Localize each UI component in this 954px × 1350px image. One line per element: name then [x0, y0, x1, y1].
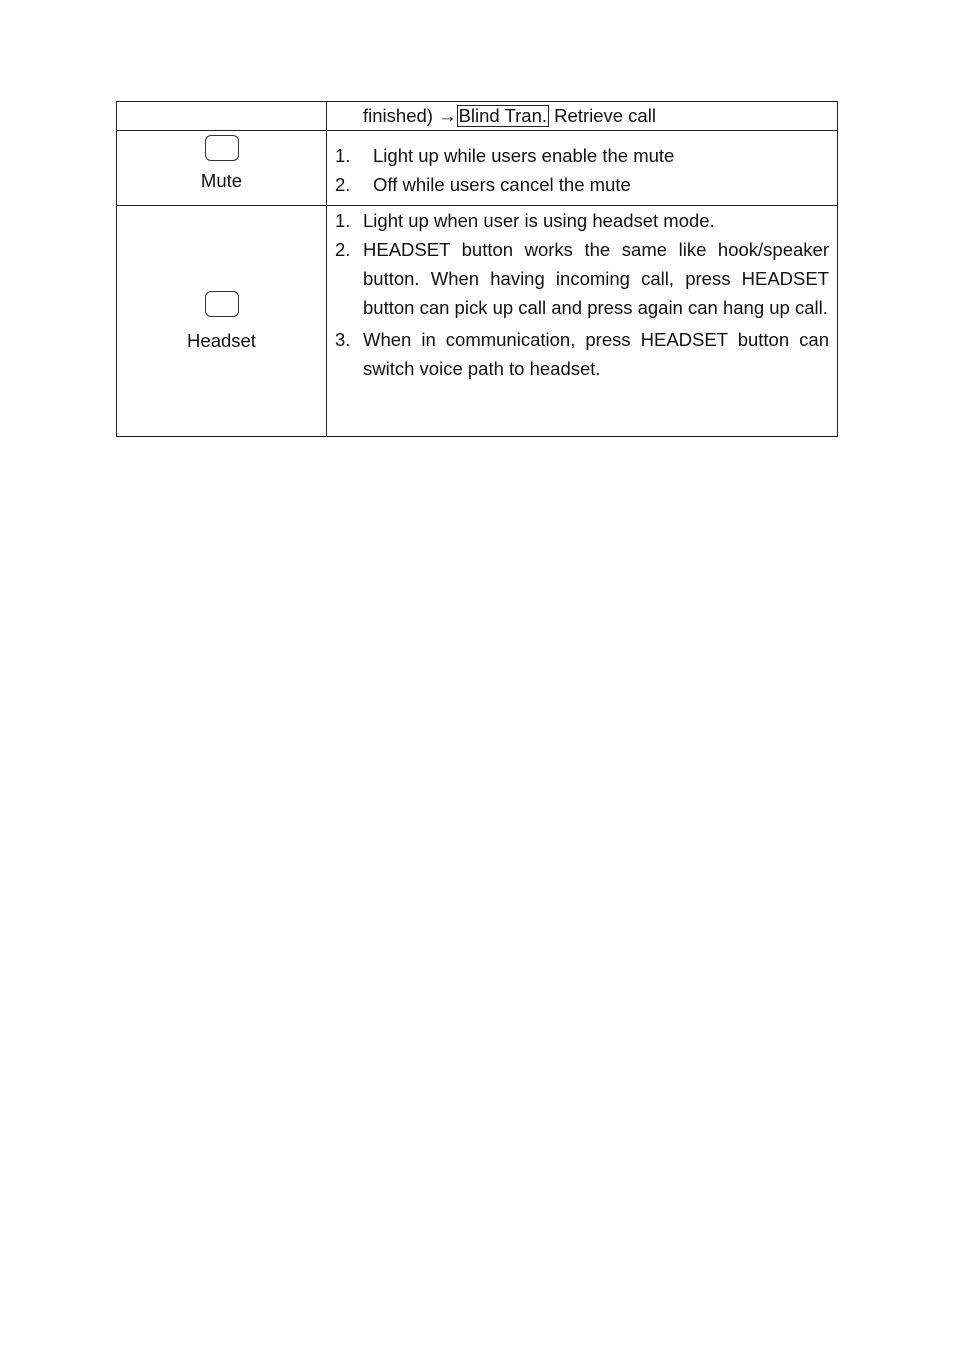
list-item [335, 235, 829, 322]
continuation-description [327, 102, 838, 131]
empty-key-cell [117, 102, 327, 131]
blind-tran-key: Blind Tran. [458, 105, 548, 126]
list-item-number: 1. [335, 145, 351, 166]
list-item-number: 2. [335, 239, 351, 260]
mute-key-cell [117, 131, 327, 206]
mute-description [327, 131, 838, 206]
list-item-text: Light up while users enable the mute [373, 145, 675, 166]
headset-key-cell [117, 206, 327, 437]
continuation-text-before: finished) → [363, 105, 457, 126]
list-item-text: Light up when user is using headset mode. [363, 210, 715, 231]
list-item [335, 170, 829, 199]
list-item-number: 3. [335, 329, 351, 350]
list-item-number: 1. [335, 210, 351, 231]
headset-list [327, 206, 837, 383]
table-row-continuation [117, 102, 838, 131]
list-item [335, 325, 829, 383]
table-row-mute [117, 131, 838, 206]
list-item-text: When in communication, press HEADSET button can switch voice path to headset. [363, 329, 829, 379]
headset-key-icon [205, 291, 239, 317]
mute-key-label: Mute [200, 170, 243, 191]
list-item-text: HEADSET button works the same like hook/speaker button. When having incoming call, press HEADSET button can pick up call and press again can hang up call. [363, 239, 829, 318]
list-item-text: Off while users cancel the mute [373, 174, 631, 195]
table-row-headset [117, 206, 838, 437]
continuation-text-after: Retrieve call [549, 105, 656, 126]
list-item [335, 141, 829, 170]
key-function-table [116, 101, 838, 437]
mute-list [327, 131, 837, 199]
mute-key-icon [205, 135, 239, 161]
headset-key-label: Headset [187, 330, 256, 351]
list-item-number: 2. [335, 174, 351, 195]
list-item [335, 206, 829, 235]
headset-description [327, 206, 838, 437]
